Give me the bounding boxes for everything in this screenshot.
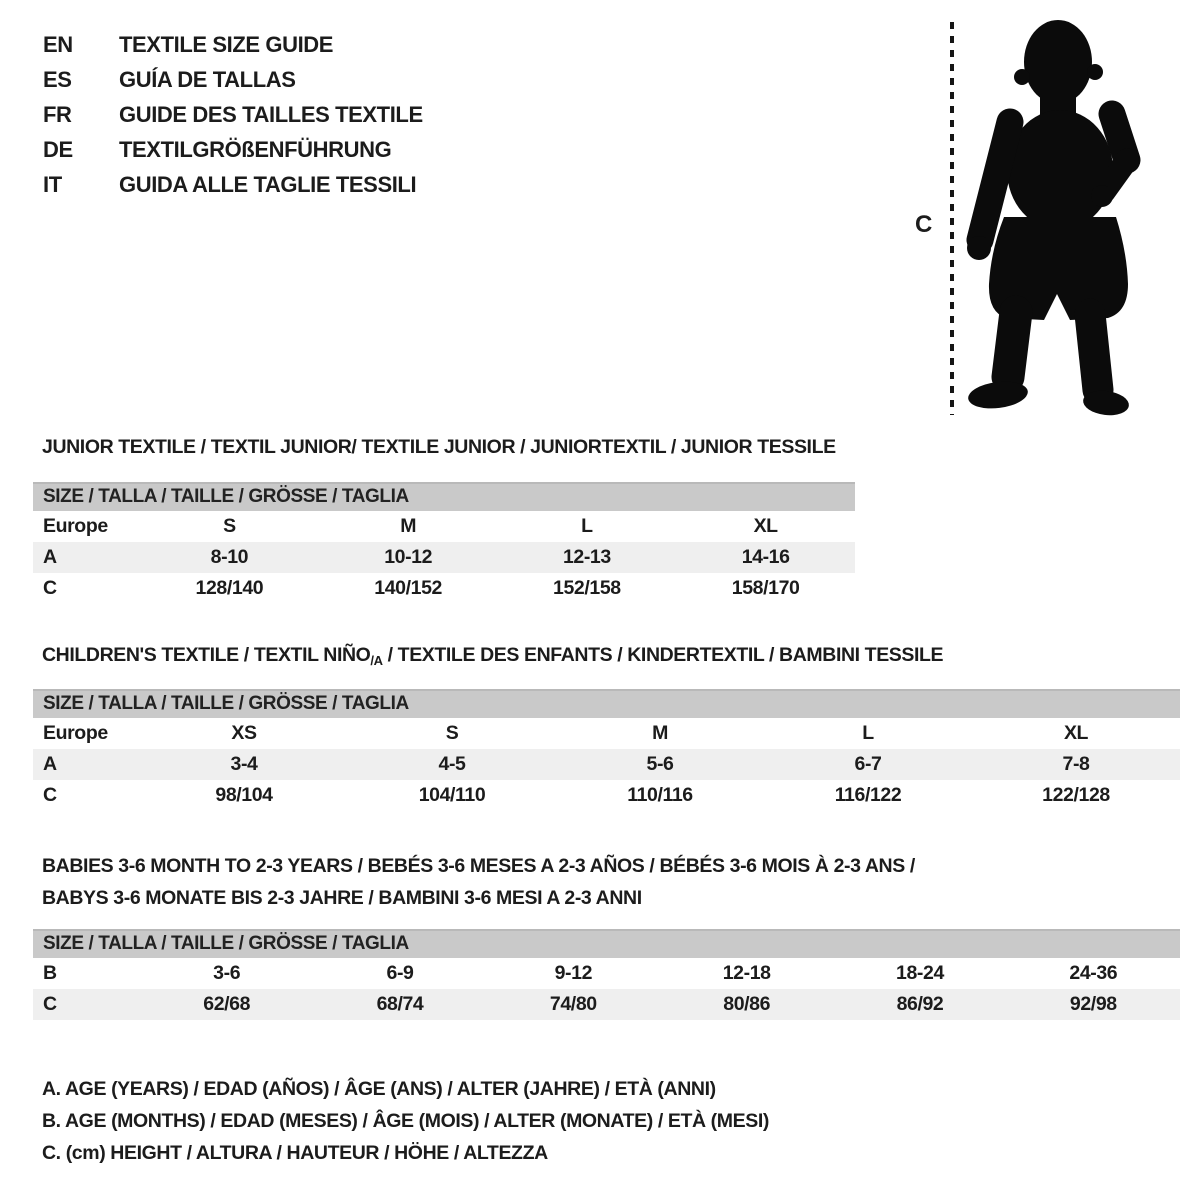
table-cell: 158/170 — [731, 577, 800, 599]
language-code: IT — [43, 171, 62, 197]
table-cell: 62/68 — [203, 993, 251, 1015]
babies-heading-line1: BABIES 3-6 MONTH TO 2-3 YEARS / BEBÉS 3-6 MESES A 2-3 AÑOS / BÉBÉS 3-6 MOIS À 2-3 ANS / — [42, 855, 915, 877]
table-cell: 68/74 — [376, 993, 424, 1015]
size-header-bar — [33, 689, 1180, 718]
children-section-heading — [42, 644, 943, 668]
table-cell: 3-4 — [230, 753, 258, 775]
row-label: C — [43, 993, 57, 1015]
table-cell: M — [652, 722, 668, 744]
table-cell: S — [445, 722, 459, 744]
language-row-es — [43, 62, 423, 97]
table-row-age-years — [33, 542, 855, 573]
junior-size-table — [33, 482, 855, 604]
row-label: A — [43, 546, 57, 568]
children-heading-text: CHILDREN'S TEXTILE / TEXTIL NIÑO — [42, 644, 371, 666]
table-cell: 5-6 — [646, 753, 674, 775]
guide-title: GUIDA ALLE TAGLIE TESSILI — [119, 171, 417, 197]
table-cell: 104/110 — [418, 784, 486, 806]
row-label: C — [43, 784, 57, 806]
table-cell: 14-16 — [741, 546, 790, 568]
table-cell: 9-12 — [554, 962, 593, 984]
table-cell: L — [862, 722, 874, 744]
size-header-text: SIZE / TALLA / TAILLE / GRÖSSE / TAGLIA — [43, 485, 409, 507]
language-code: ES — [43, 66, 72, 92]
table-cell: S — [223, 515, 236, 537]
table-cell: 6-7 — [854, 753, 882, 775]
table-cell: 86/92 — [896, 993, 944, 1015]
size-header-text: SIZE / TALLA / TAILLE / GRÖSSE / TAGLIA — [43, 932, 409, 954]
legend-note-a: A. AGE (YEARS) / EDAD (AÑOS) / ÂGE (ANS) / ALTER (JAHRE) / ETÀ (ANNI) — [42, 1078, 716, 1100]
size-header-text: SIZE / TALLA / TAILLE / GRÖSSE / TAGLIA — [43, 692, 409, 714]
table-cell: 7-8 — [1062, 753, 1090, 775]
language-code: EN — [43, 31, 73, 57]
height-measure-dashed-line — [950, 22, 954, 415]
guide-title: GUIDE DES TAILLES TEXTILE — [119, 101, 423, 127]
table-cell: 98/104 — [215, 784, 273, 806]
children-size-table — [33, 689, 1180, 811]
table-cell: 116/122 — [834, 784, 902, 806]
table-cell: 24-36 — [1069, 962, 1118, 984]
language-code: FR — [43, 101, 72, 127]
table-cell: 80/86 — [723, 993, 771, 1015]
table-cell: 110/116 — [627, 784, 693, 806]
legend-note-c: C. (cm) HEIGHT / ALTURA / HAUTEUR / HÖHE / ALTEZZA — [42, 1142, 548, 1164]
table-cell: 8-10 — [210, 546, 249, 568]
language-row-fr — [43, 97, 423, 132]
babies-heading-line2: BABYS 3-6 MONATE BIS 2-3 JAHRE / BAMBINI 3-6 MESI A 2-3 ANNI — [42, 886, 642, 909]
row-label: C — [43, 577, 57, 599]
table-row-height-cm — [33, 573, 855, 604]
table-row-age-years — [33, 749, 1180, 780]
table-row-age-months — [33, 958, 1180, 989]
language-code: DE — [43, 136, 73, 162]
language-row-it — [43, 167, 423, 202]
table-row-height-cm — [33, 989, 1180, 1020]
table-cell: 122/128 — [1042, 784, 1110, 806]
language-title-list — [43, 27, 423, 202]
guide-title: TEXTILGRÖßENFÜHRUNG — [119, 136, 392, 162]
children-heading-subscript: /A — [370, 653, 383, 668]
legend-note-b: B. AGE (MONTHS) / EDAD (MESES) / ÂGE (MOIS) / ALTER (MONATE) / ETÀ (MESI) — [42, 1110, 769, 1132]
table-cell: 12-18 — [722, 962, 771, 984]
legend-notes — [42, 1073, 769, 1169]
children-heading-text: / TEXTILE DES ENFANTS / KINDERTEXTIL / BAMBINI TESSILE — [382, 644, 944, 666]
height-measure-label: C — [915, 211, 932, 238]
table-cell: 4-5 — [438, 753, 466, 775]
size-header-bar — [33, 482, 855, 511]
table-cell: 6-9 — [386, 962, 414, 984]
table-cell: 152/158 — [553, 577, 621, 599]
table-cell: L — [581, 515, 593, 537]
babies-section-heading — [42, 851, 915, 914]
table-cell: 74/80 — [549, 993, 597, 1015]
table-cell: 140/152 — [374, 577, 442, 599]
row-label: A — [43, 753, 57, 775]
junior-section-heading: JUNIOR TEXTILE / TEXTIL JUNIOR/ TEXTILE JUNIOR / JUNIORTEXTIL / JUNIOR TESSILE — [42, 436, 836, 458]
language-row-en — [43, 27, 423, 62]
row-label: Europe — [43, 515, 108, 537]
table-cell: 12-13 — [562, 546, 611, 568]
table-cell: M — [400, 515, 417, 537]
table-cell: 92/98 — [1069, 993, 1117, 1015]
language-row-de — [43, 132, 423, 167]
size-header-bar — [33, 929, 1180, 958]
row-label: Europe — [43, 722, 108, 744]
table-cell: XS — [231, 722, 257, 744]
table-cell: 3-6 — [213, 962, 241, 984]
table-cell: 10-12 — [384, 546, 433, 568]
table-cell: XL — [1063, 722, 1089, 744]
guide-title: GUÍA DE TALLAS — [119, 66, 296, 92]
table-row-height-cm — [33, 780, 1180, 811]
row-label: B — [43, 962, 57, 984]
guide-title: TEXTILE SIZE GUIDE — [119, 31, 334, 57]
table-cell: 128/140 — [195, 577, 264, 599]
table-row-europe — [33, 511, 855, 542]
toddler-silhouette — [958, 12, 1150, 422]
table-cell: XL — [753, 515, 778, 537]
table-row-europe — [33, 718, 1180, 749]
babies-size-table — [33, 929, 1180, 1020]
table-cell: 18-24 — [896, 962, 944, 984]
